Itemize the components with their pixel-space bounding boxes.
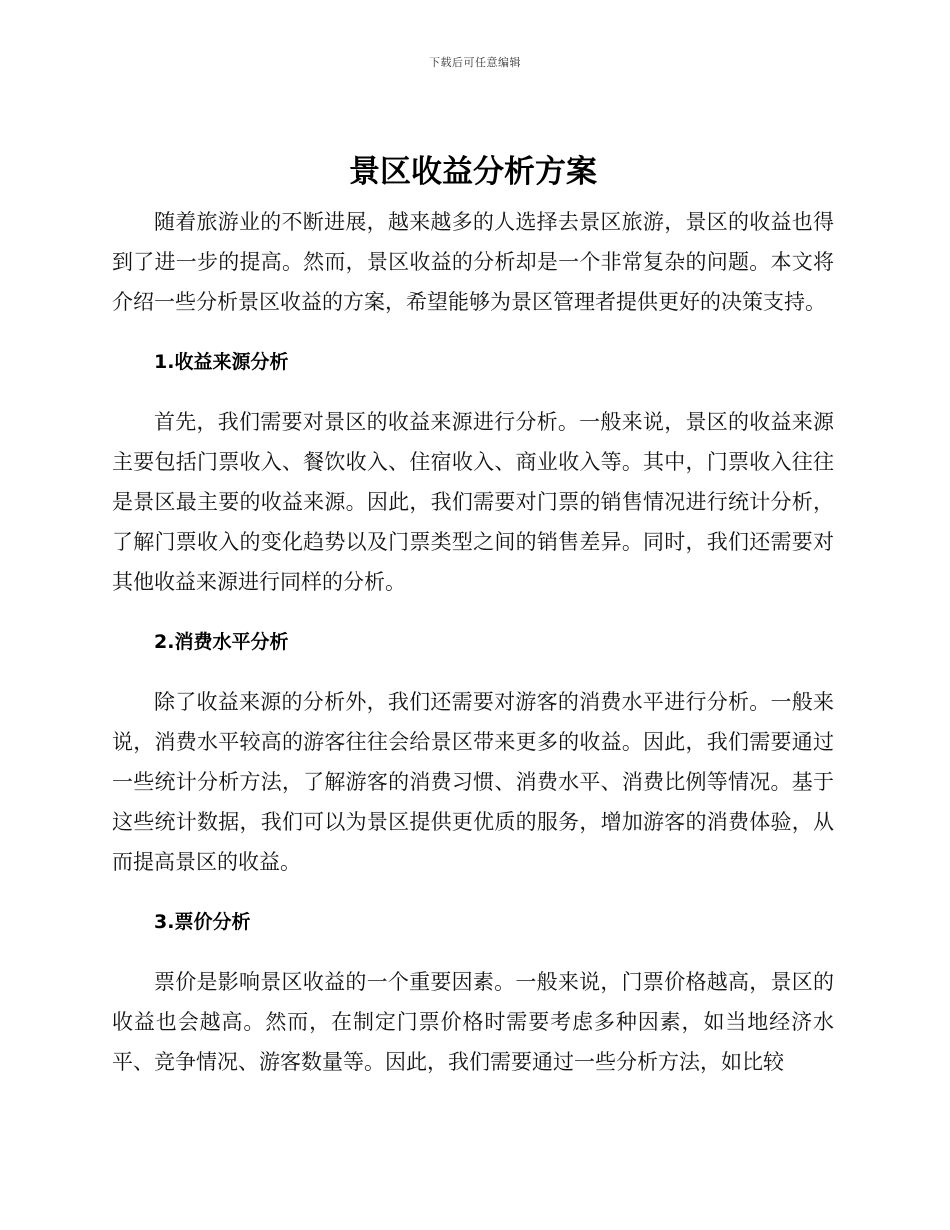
section-title: 收益来源分析 <box>174 351 289 373</box>
section-title: 消费水平分析 <box>174 631 289 653</box>
section-heading-1 <box>112 342 834 382</box>
section-heading-3 <box>112 902 834 942</box>
section-body-3: 票价是影响景区收益的一个重要因素。一般来说，门票价格越高，景区的收益也会越高。然而，在制定门票价格时需要考虑多种因素，如当地经济水平、竞争情况、游客数量等。因此，我们需要通过一些分析方法，如比较 <box>112 970 834 1074</box>
section-number: 1. <box>154 351 175 373</box>
section-body-1: 首先，我们需要对景区的收益来源进行分析。一般来说，景区的收益来源主要包括门票收入、餐饮收入、住宿收入、商业收入等。其中，门票收入往往是景区最主要的收益来源。因此，我们需要对门票的销售情况进行统计分析，了解门票收入的变化趋势以及门票类型之间的销售差异。同时，我们还需要对其他收益来源进行同样的分析。 <box>112 410 834 594</box>
section-heading-2 <box>112 622 834 662</box>
document-body <box>112 148 834 1082</box>
section-body-2: 除了收益来源的分析外，我们还需要对游客的消费水平进行分析。一般来说，消费水平较高的游客往往会给景区带来更多的收益。因此，我们需要通过一些统计分析方法，了解游客的消费习惯、消费水平、消费比例等情况。基于这些统计数据，我们可以为景区提供更优质的服务，增加游客的消费体验，从而提高景区的收益。 <box>112 690 834 874</box>
document-title: 景区收益分析方案 <box>349 154 597 190</box>
section-title: 票价分析 <box>174 911 251 933</box>
intro-paragraph: 随着旅游业的不断进展，越来越多的人选择去景区旅游，景区的收益也得到了进一步的提高。然而，景区收益的分析却是一个非常复杂的问题。本文将介绍一些分析景区收益的方案，希望能够为景区管理者提供更好的决策支持。 <box>112 210 834 314</box>
section-number: 2. <box>154 631 175 653</box>
page-header-note: 下载后可任意编辑 <box>429 56 521 69</box>
section-number: 3. <box>154 911 175 933</box>
